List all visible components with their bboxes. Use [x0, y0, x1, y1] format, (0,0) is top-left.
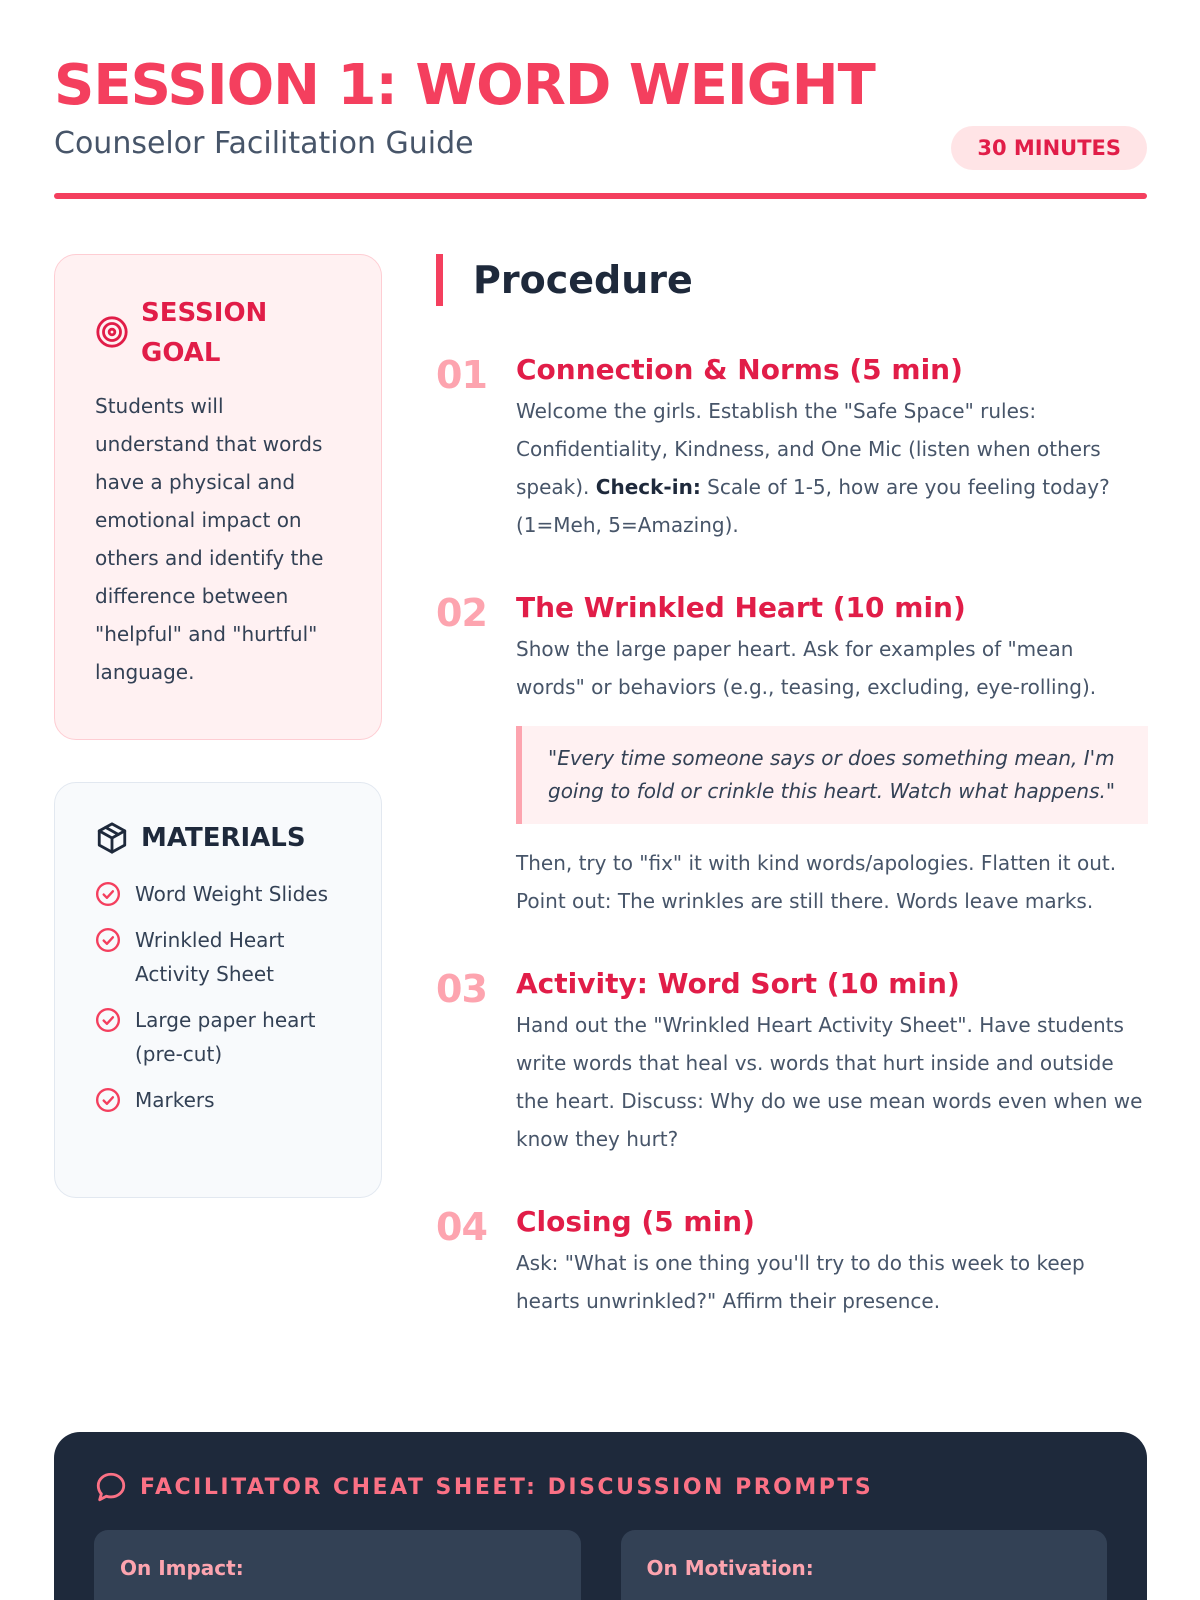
cheat-sheet-column-impact [94, 1530, 581, 1600]
procedure-step-2 [436, 588, 1148, 920]
check-circle-icon [95, 927, 121, 953]
cheat-column-title: On Motivation: [646, 1556, 814, 1580]
materials-title: MATERIALS [141, 823, 306, 853]
materials-header [95, 821, 341, 855]
step-number: 02 [436, 591, 487, 635]
step-title: Activity: Word Sort (10 min) [516, 967, 960, 1000]
session-goal-header [95, 293, 341, 373]
material-label: Large paper heart (pre-cut) [135, 1008, 316, 1066]
step-title: The Wrinkled Heart (10 min) [516, 591, 966, 624]
session-goal-title-line1: SESSION [141, 298, 268, 328]
check-circle-icon [95, 1087, 121, 1113]
session-goal-title-line2: GOAL [141, 338, 221, 368]
cheat-sheet-columns [94, 1530, 1107, 1600]
step-body: Show the large paper heart. Ask for examples of "mean words" or behaviors (e.g., teasing, excluding, eye-rolling). [516, 637, 1097, 699]
facilitator-quote: "Every time someone says or does something mean, I'm going to fold or crinkle this heart. Watch what happens." [516, 726, 1148, 824]
step-body [516, 392, 1148, 544]
cheat-sheet-header [94, 1470, 1107, 1504]
target-icon [95, 315, 129, 349]
step-body-text: Welcome the girls. Establish the "Safe Space" rules: Confidentiality, Kindness, and One Mic (listen when others speak). [516, 399, 1101, 499]
cheat-sheet-title: FACILITATOR CHEAT SHEET: DISCUSSION PROMPTS [140, 1474, 874, 1500]
material-label: Wrinkled Heart Activity Sheet [135, 928, 285, 986]
list-item [95, 1083, 341, 1117]
step-title: Connection & Norms (5 min) [516, 353, 963, 386]
materials-list [95, 877, 341, 1117]
header [54, 52, 1147, 164]
materials-card [54, 782, 382, 1198]
procedure-step-3 [436, 964, 1148, 1158]
chat-bubble-icon [94, 1470, 128, 1504]
facilitator-cheat-sheet [54, 1432, 1147, 1600]
page-subtitle: Counselor Facilitation Guide [54, 126, 474, 161]
step-number: 03 [436, 967, 487, 1011]
step-body: Hand out the "Wrinkled Heart Activity Sheet". Have students write words that heal vs. words that hurt inside and outside the heart. Discuss: Why do we use mean words even when we know they hurt? [516, 1013, 1143, 1151]
procedure-section [436, 254, 1148, 1320]
list-item [95, 923, 341, 991]
step-body: Ask: "What is one thing you'll try to do this week to keep hearts unwrinkled?" Affirm their presence. [516, 1251, 1085, 1313]
check-circle-icon [95, 1007, 121, 1033]
procedure-step-4 [436, 1202, 1148, 1320]
package-icon [95, 821, 129, 855]
step-number: 01 [436, 353, 487, 397]
session-goal-title [141, 293, 267, 373]
cheat-column-title: On Impact: [120, 1556, 244, 1580]
procedure-heading: Procedure [436, 254, 1148, 306]
step-body-text: Scale of 1-5, how are you feeling today? (1=Meh, 5=Amazing). [516, 475, 1110, 537]
step-number: 04 [436, 1205, 487, 1249]
procedure-step-1 [436, 350, 1148, 544]
session-goal-card [54, 254, 382, 740]
list-item [95, 1003, 341, 1071]
step-body: Then, try to "fix" it with kind words/apologies. Flatten it out. Point out: The wrinkles are still there. Words leave marks. [516, 851, 1117, 913]
duration-badge: 30 MINUTES [951, 126, 1147, 170]
cheat-sheet-column-motivation [621, 1530, 1108, 1600]
page-title: SESSION 1: WORD WEIGHT [54, 53, 875, 118]
step-title: Closing (5 min) [516, 1205, 755, 1238]
header-divider [54, 193, 1147, 199]
step-body-bold: Check-in: [595, 475, 701, 499]
material-label: Markers [135, 1088, 215, 1112]
material-label: Word Weight Slides [135, 882, 329, 906]
check-circle-icon [95, 881, 121, 907]
session-goal-text: Students will understand that words have a physical and emotional impact on others and identify the difference between "helpful" and "hurtful" language. [95, 394, 324, 684]
list-item [95, 877, 341, 911]
